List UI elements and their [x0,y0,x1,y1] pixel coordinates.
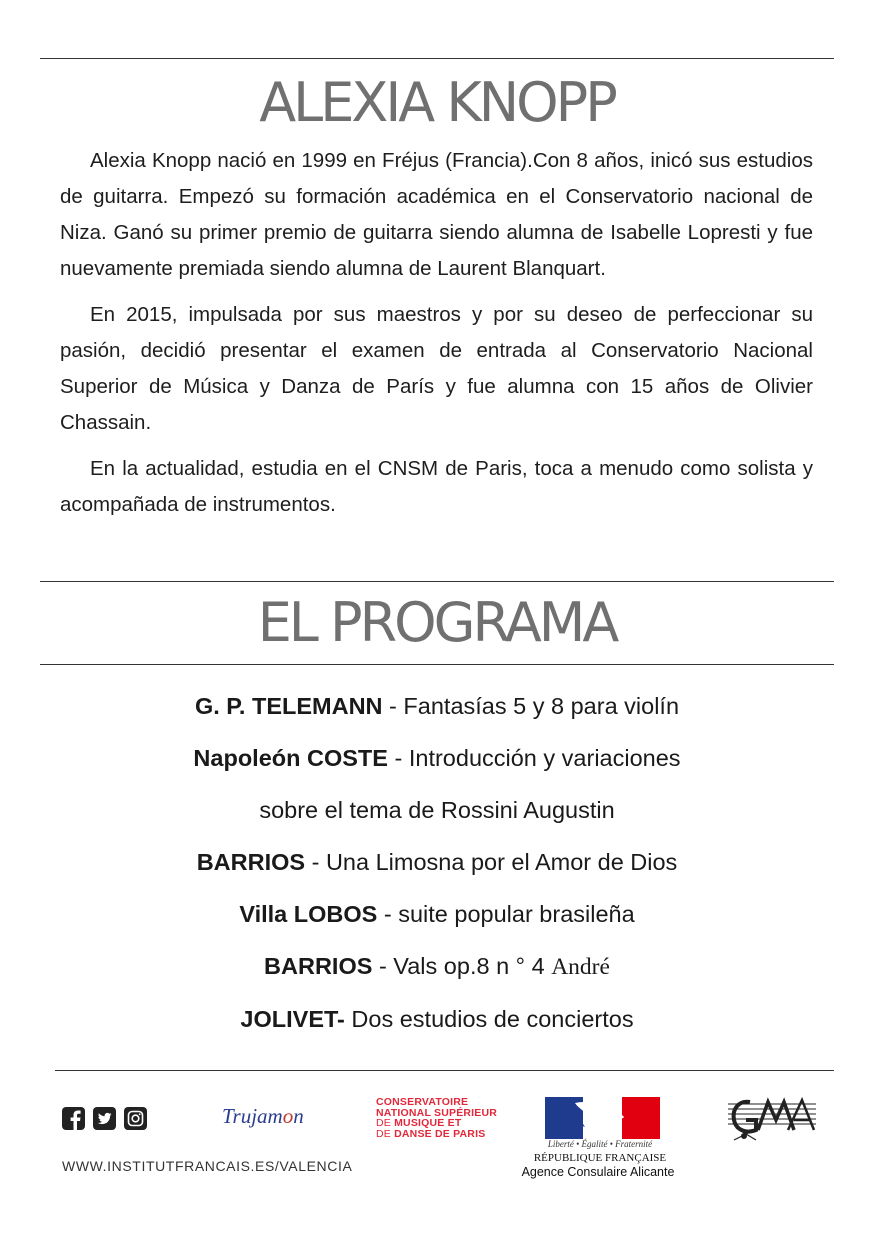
program-item [0,993,874,1045]
program-item [0,680,874,732]
agence-consulaire: Agence Consulaire Alicante [521,1165,675,1179]
conservatoire-word: DE [376,1117,395,1129]
program-work: - suite popular brasileña [377,901,635,927]
top-divider [40,58,834,59]
republique-name: RÉPUBLIQUE FRANÇAISE [533,1152,667,1164]
program-work: - Vals op.8 n ° 4 [372,953,552,979]
website-link[interactable]: WWW.INSTITUTFRANCAIS.ES/VALENCIA [62,1158,353,1174]
conservatoire-logo [376,1097,497,1139]
program-list [0,680,874,1045]
program-item [0,732,874,784]
conservatoire-word: DE [376,1127,395,1140]
monogram-logo [728,1096,816,1147]
program-work: sobre el tema de Rossini Augustin [259,797,615,823]
conservatoire-word: NATIONAL [376,1106,434,1119]
program-item [0,940,874,993]
program-composer: JOLIVET- [240,1006,345,1032]
marianne-logo [545,1097,660,1144]
bio-text [60,143,813,523]
section-divider [40,581,834,582]
program-item [0,836,874,888]
instagram-icon[interactable] [124,1107,147,1130]
program-work-extra: André [551,954,610,980]
conservatoire-word: DANSE DE PARIS [394,1127,486,1140]
conservatoire-word: CONSERVATOIRE [376,1096,469,1108]
program-work: Dos estudios de conciertos [344,1006,634,1032]
program-composer: BARRIOS [196,849,306,875]
program-title: EL PROGRAMA [257,591,617,654]
twitter-icon[interactable] [93,1107,116,1130]
trujamon-logo [222,1104,304,1129]
program-work: - Una Limosna por el Amor de Dios [305,849,678,875]
program-item [0,888,874,940]
bio-paragraph: Alexia Knopp nació en 1999 en Fréjus (Francia).Con 8 años, inicó sus estudios de guitarra. Empezó su formación académica en el Conservatorio nacional de Niza. Ganó su primer premio de guitarra siendo alumna de Isabelle Lopresti y fue nuevamente premiada siendo alumna de Laurent Blanquart. [60,149,813,280]
program-work: - Introducción y variaciones [387,745,681,771]
footer-divider [55,1070,834,1071]
social-icons [62,1107,147,1130]
facebook-icon[interactable] [62,1107,85,1130]
trujamon-text-a: Trujam [222,1104,283,1128]
bio-paragraph: En 2015, impulsada por sus maestros y por su deseo de perfeccionar su pasión, decidió presentar el examen de entrada al Conservatorio Nacional Superior de Música y Danza de París y fue alumna con 15 años de Olivier Chassain. [60,303,813,434]
trujamon-text-b: n [293,1104,304,1128]
bio-title: ALEXIA KNOPP [259,71,615,134]
conservatoire-line [376,1129,497,1140]
program-composer: G. P. TELEMANN [194,693,383,719]
program-item [0,784,874,836]
conservatoire-word: SUPÉRIEUR [434,1106,498,1119]
program-composer: Napoleón COSTE [193,745,388,771]
conservatoire-word: MUSIQUE ET [394,1117,462,1129]
bio-paragraph: En la actualidad, estudia en el CNSM de Paris, toca a menudo como solista y acompañada de instrumentos. [60,457,813,516]
program-composer: Villa LOBOS [239,901,378,927]
program-divider [40,664,834,665]
program-composer: BARRIOS [264,953,373,979]
program-work: - Fantasías 5 y 8 para violín [382,693,680,719]
republique-motto: Liberté • Égalité • Fraternité [547,1139,653,1149]
trujamon-text-o: o [282,1104,294,1128]
